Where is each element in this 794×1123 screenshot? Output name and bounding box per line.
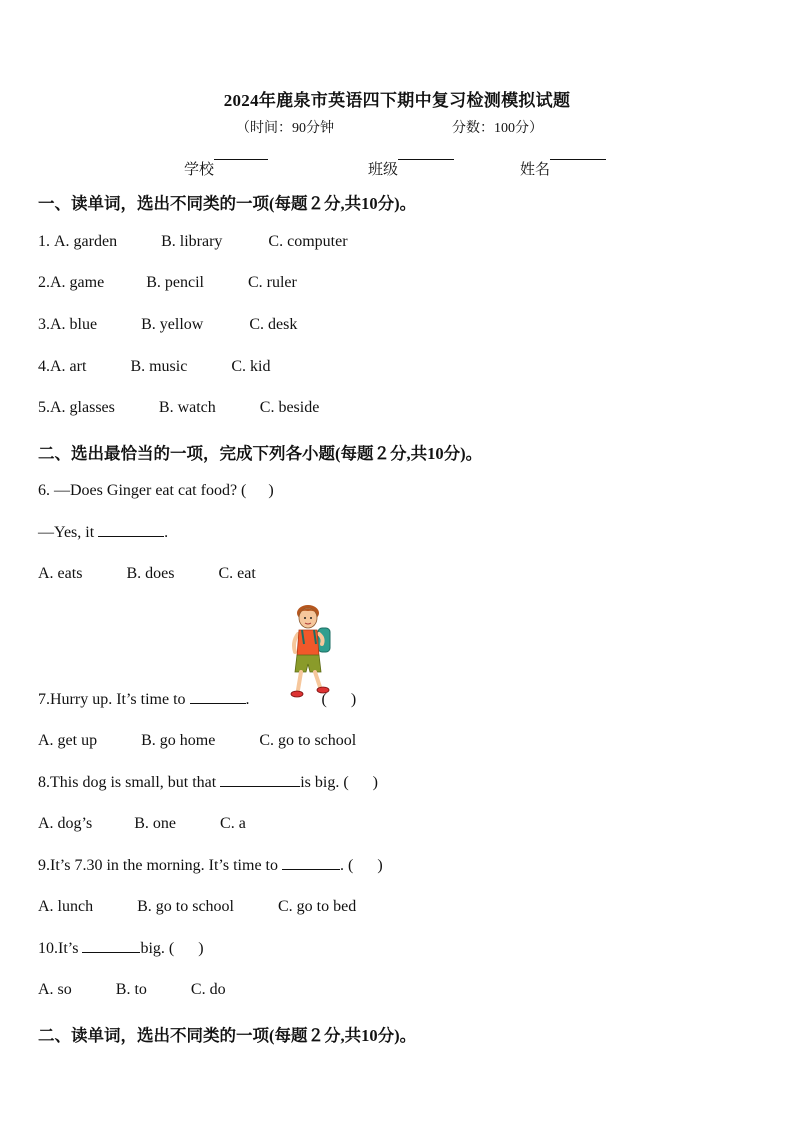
question-9-options: [38, 898, 356, 916]
question-2: [38, 274, 297, 292]
section-2-title: 二、选出最恰当的一项，完成下列各小题(每题２分,共10分)。: [38, 444, 483, 463]
option-c[interactable]: C. eat: [218, 565, 256, 582]
option-a[interactable]: A. game: [50, 274, 105, 291]
option-b[interactable]: B. pencil: [146, 274, 204, 291]
school-label: 学校: [184, 162, 215, 178]
period: .: [164, 524, 169, 541]
paren-close: ): [268, 482, 274, 499]
answer-blank[interactable]: [98, 535, 164, 537]
option-a[interactable]: A. dog’s: [38, 815, 93, 832]
page-title: 2024年鹿泉市英语四下期中复习检测模拟试题: [223, 91, 571, 110]
option-b[interactable]: B. library: [161, 233, 223, 250]
option-a[interactable]: A. garden: [54, 233, 118, 250]
question-6-line-2: [38, 524, 168, 542]
option-c[interactable]: C. beside: [259, 399, 320, 416]
option-b[interactable]: B. does: [126, 565, 175, 582]
exam-score: 分数：100分）: [452, 121, 543, 136]
option-b[interactable]: B. go to school: [137, 898, 234, 915]
answer-blank[interactable]: [82, 951, 140, 953]
question-10: [38, 940, 204, 958]
question-number: 3.: [38, 316, 50, 333]
option-c[interactable]: C. computer: [268, 233, 348, 250]
question-3: [38, 316, 297, 334]
paren-close: ): [377, 857, 383, 874]
option-c[interactable]: C. go to bed: [278, 898, 357, 915]
option-a[interactable]: A. so: [38, 981, 72, 998]
option-b[interactable]: B. yellow: [141, 316, 204, 333]
paren-close: ): [198, 940, 204, 957]
question-number: 2.: [38, 274, 50, 291]
question-8-text-end: is big. (: [300, 774, 349, 791]
exam-time: （时间：90分钟: [236, 121, 334, 136]
question-1: [38, 233, 348, 251]
question-7-options: [38, 732, 356, 750]
question-8: [38, 774, 378, 792]
option-c[interactable]: C. do: [190, 981, 226, 998]
question-9: [38, 857, 383, 875]
answer-blank[interactable]: [282, 868, 340, 870]
section-1-title: 一、读单词，选出不同类的一项(每题２分,共10分)。: [38, 194, 417, 213]
option-a[interactable]: A. lunch: [38, 898, 94, 915]
question-6-options: [38, 565, 256, 583]
answer-blank[interactable]: [220, 785, 300, 787]
option-b[interactable]: B. one: [134, 815, 177, 832]
question-4: [38, 358, 270, 376]
question-8-text: 8.This dog is small, but that: [38, 774, 221, 791]
question-10-options: [38, 981, 226, 999]
paren-open: (: [321, 691, 327, 708]
paren-close: ): [350, 691, 357, 708]
option-c[interactable]: C. go to school: [259, 732, 357, 749]
question-number: 4.: [38, 358, 50, 375]
question-number: 1.: [38, 233, 54, 250]
question-6-text: 6. —Does Ginger eat cat food? (: [38, 482, 247, 499]
name-field[interactable]: [520, 158, 550, 179]
question-10-text: 10.It’s: [38, 940, 83, 957]
question-9-text: 9.It’s 7.30 in the morning. It’s time to: [38, 857, 282, 874]
option-a[interactable]: A. eats: [38, 565, 83, 582]
question-number: 5.: [38, 399, 50, 416]
question-10-text-end: big. (: [140, 940, 175, 957]
paren-close: ): [372, 774, 378, 791]
option-a[interactable]: A. get up: [38, 732, 98, 749]
option-b[interactable]: B. watch: [158, 399, 216, 416]
option-c[interactable]: C. a: [220, 815, 246, 832]
option-c[interactable]: C. kid: [231, 358, 271, 375]
option-b[interactable]: B. music: [130, 358, 188, 375]
option-a[interactable]: A. blue: [50, 316, 98, 333]
boy-with-backpack-illustration: [286, 604, 336, 704]
answer-blank[interactable]: [190, 702, 246, 704]
period: .: [245, 691, 250, 708]
option-b[interactable]: B. to: [115, 981, 147, 998]
question-6-line-1: [38, 482, 274, 500]
section-3-title: 二、读单词，选出不同类的一项(每题２分,共10分)。: [38, 1026, 417, 1045]
class-label: 班级: [368, 162, 399, 178]
class-field[interactable]: [368, 158, 398, 179]
question-7: [38, 691, 356, 709]
question-5: [38, 399, 319, 417]
question-8-options: [38, 815, 246, 833]
school-field[interactable]: [184, 158, 214, 179]
option-a[interactable]: A. art: [50, 358, 87, 375]
option-a[interactable]: A. glasses: [50, 399, 115, 416]
name-label: 姓名: [520, 162, 551, 178]
option-b[interactable]: B. go home: [141, 732, 216, 749]
option-c[interactable]: C. desk: [249, 316, 298, 333]
question-7-text: 7.Hurry up. It’s time to: [38, 691, 190, 708]
question-6-answer-text: —Yes, it: [38, 524, 99, 541]
option-c[interactable]: C. ruler: [247, 274, 297, 291]
question-9-text-end: . (: [339, 857, 354, 874]
